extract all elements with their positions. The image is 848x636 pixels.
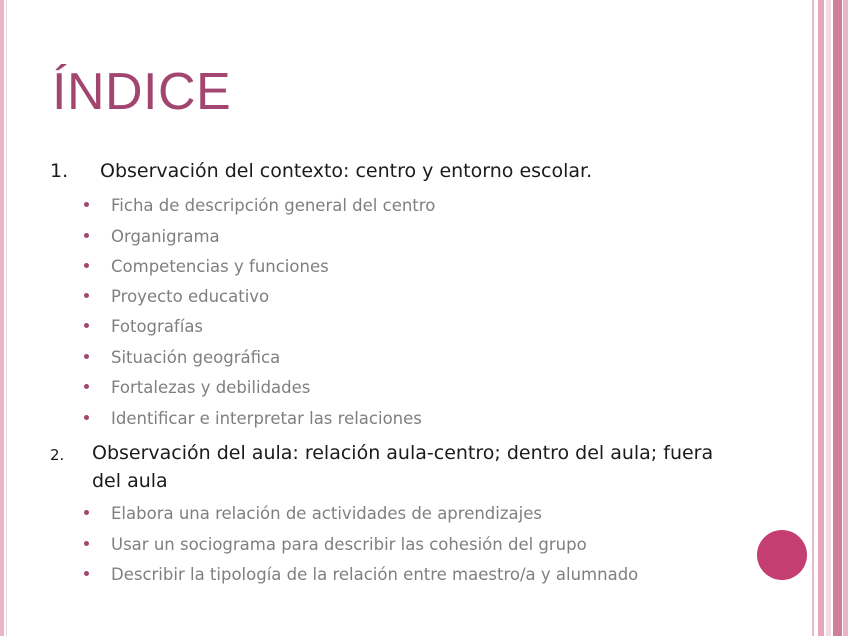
bullet-icon [84,293,89,298]
right-border-stripe-3 [833,0,842,636]
section-heading-text: Observación del contexto: centro y entorno escolar. [100,160,593,182]
bullet-icon [84,354,89,359]
decorative-circle [757,530,807,580]
bullet-icon [84,571,89,576]
right-border-stripe-4 [843,0,848,636]
bullet-icon [84,384,89,389]
bullet-icon [84,233,89,238]
slide-title: ÍNDICE [52,63,232,121]
bullet-icon [84,510,89,515]
section-1-heading [50,160,750,188]
left-border-stripe-inner [6,0,7,636]
right-border-stripe-2 [826,0,831,636]
section-heading-line-1: Observación del aula: relación aula-centro; dentro del aula; fuera [92,442,714,464]
section-2-heading [50,442,750,498]
bullet-icon [84,323,89,328]
section-number: 2. [50,446,65,464]
section-heading-line-2: del aula [92,470,168,492]
bullet-icon [84,202,89,207]
section-number: 1. [50,160,69,182]
bullet-icon [84,541,89,546]
right-border-stripe-1 [818,0,824,636]
right-border-stripe-thin [812,0,814,636]
slide: ÍNDICE 1. Observación del contexto: centro y entorno escolar. Ficha de descripción general del centro Organigrama Competencias y funciones Proyecto educativo Fotografías Situación geográfica Fortalezas y debilidades Identificar e interpretar las relaciones 2. Observación del aula: relación aula-centro; dentro del aula; fuera del aula Elabora una relación de actividades de aprendizajes Usar un sociograma para describir las cohesión del grupo Describir la tipología de la relación entre maestro/a y alumnado [0,0,848,636]
left-border-stripe [0,0,4,636]
bullet-icon [84,415,89,420]
bullet-icon [84,263,89,268]
